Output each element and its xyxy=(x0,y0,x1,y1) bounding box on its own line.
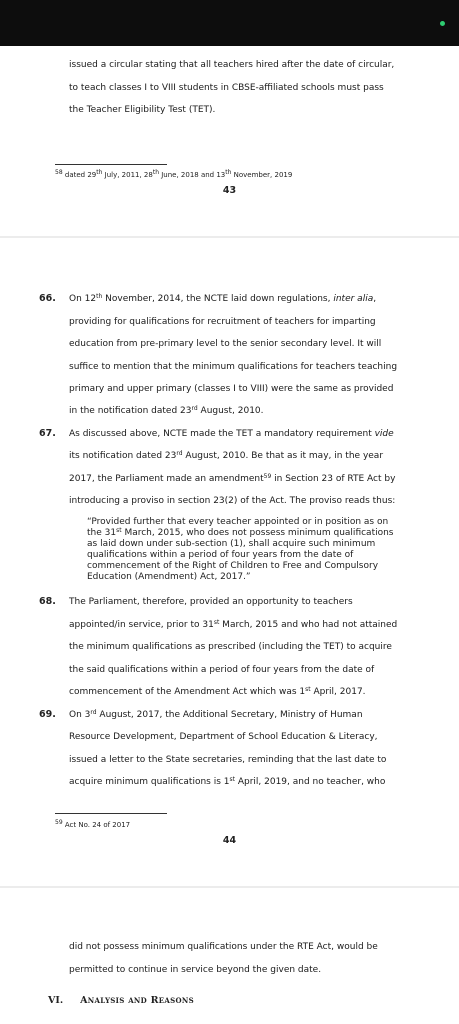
text-line: suffice to mention that the minimum qualifications for teachers teaching xyxy=(69,362,398,372)
text-line: primary and upper primary (classes I to VIII) were the same as provided xyxy=(69,384,394,394)
text-line: its notification dated 23rd August, 2010. Be that as it may, in the year xyxy=(69,450,384,461)
footnote-58: $^{58}$ dated 29th July, 2011, 28th June, 2018 and 13th November, 2019 xyxy=(55,169,293,179)
document-page-43 xyxy=(0,46,459,236)
text-line: the minimum qualifications as prescribed (including the TET) to acquire xyxy=(69,642,392,652)
page-number: 44 xyxy=(222,835,237,846)
text-line: introducing a proviso in section 23(2) of the Act. The proviso reads thus: xyxy=(69,496,396,506)
text-line: issued a letter to the State secretaries, reminding that the last date to xyxy=(69,755,387,765)
status-dot-icon xyxy=(440,21,445,26)
text-line: in the notification dated 23rd August, 2010. xyxy=(69,405,264,416)
text-line: appointed/in service, prior to 31st March, 2015 and who had not attained xyxy=(69,619,398,630)
footnote-rule xyxy=(55,164,167,165)
text-line: As discussed above, NCTE made the TET a mandatory requirement vide xyxy=(69,429,394,439)
section-heading xyxy=(48,995,194,1006)
quote-line: commencement of the Right of Children to Free and Compulsory xyxy=(87,561,379,571)
footnote-59: $^{59}$ Act No. 24 of 2017 xyxy=(55,819,131,829)
section-number: VI. xyxy=(48,995,64,1006)
text-line: education from pre-primary level to the senior secondary level. It will xyxy=(69,339,382,349)
footnote-rule xyxy=(55,813,167,814)
text-line: On 3rd August, 2017, the Additional Secretary, Ministry of Human xyxy=(69,709,363,720)
text-line: to teach classes I to VIII students in CBSE-affiliated schools must pass xyxy=(69,83,384,93)
text-line: issued a circular stating that all teachers hired after the date of circular, xyxy=(69,60,395,70)
text-line: commencement of the Amendment Act which was 1st April, 2017. xyxy=(69,686,366,697)
text-line: 2017, the Parliament made an amendment$^{59}$ in Section 23 of RTE Act by xyxy=(69,473,396,484)
text-line: the said qualifications within a period of four years from the date of xyxy=(69,665,375,675)
paragraph-number-69: 69. xyxy=(39,709,56,720)
text-line: Resource Development, Department of School Education & Literacy, xyxy=(69,732,378,742)
section-title: Analysis and Reasons xyxy=(80,995,194,1006)
document-page-44 xyxy=(0,238,459,886)
quote-line: Education (Amendment) Act, 2017.” xyxy=(87,572,251,582)
text-line: providing for qualifications for recruitment of teachers for imparting xyxy=(69,317,376,327)
text-line: the Teacher Eligibility Test (TET). xyxy=(69,105,216,115)
quote-line: the 31st March, 2015, who does not possess minimum qualifications xyxy=(87,527,394,538)
document-page-45 xyxy=(0,888,459,1024)
quote-line: “Provided further that every teacher appointed or in position as on xyxy=(87,517,389,527)
text-line: acquire minimum qualifications is 1st April, 2019, and no teacher, who xyxy=(69,776,386,787)
quote-line: as laid down under sub-section (1), shall acquire such minimum xyxy=(87,539,376,549)
paragraph-number-68: 68. xyxy=(39,596,56,607)
text-line: On 12th November, 2014, the NCTE laid down regulations, inter alia, xyxy=(69,293,377,304)
text-line: permitted to continue in service beyond the given date. xyxy=(69,965,322,975)
quote-line: qualifications within a period of four years from the date of xyxy=(87,550,354,560)
viewer-top-bar xyxy=(0,0,459,46)
text-line: The Parliament, therefore, provided an opportunity to teachers xyxy=(69,597,353,607)
text-line: did not possess minimum qualifications under the RTE Act, would be xyxy=(69,942,378,952)
paragraph-number-66: 66. xyxy=(39,293,56,304)
page-number: 43 xyxy=(222,185,237,196)
paragraph-number-67: 67. xyxy=(39,428,56,439)
